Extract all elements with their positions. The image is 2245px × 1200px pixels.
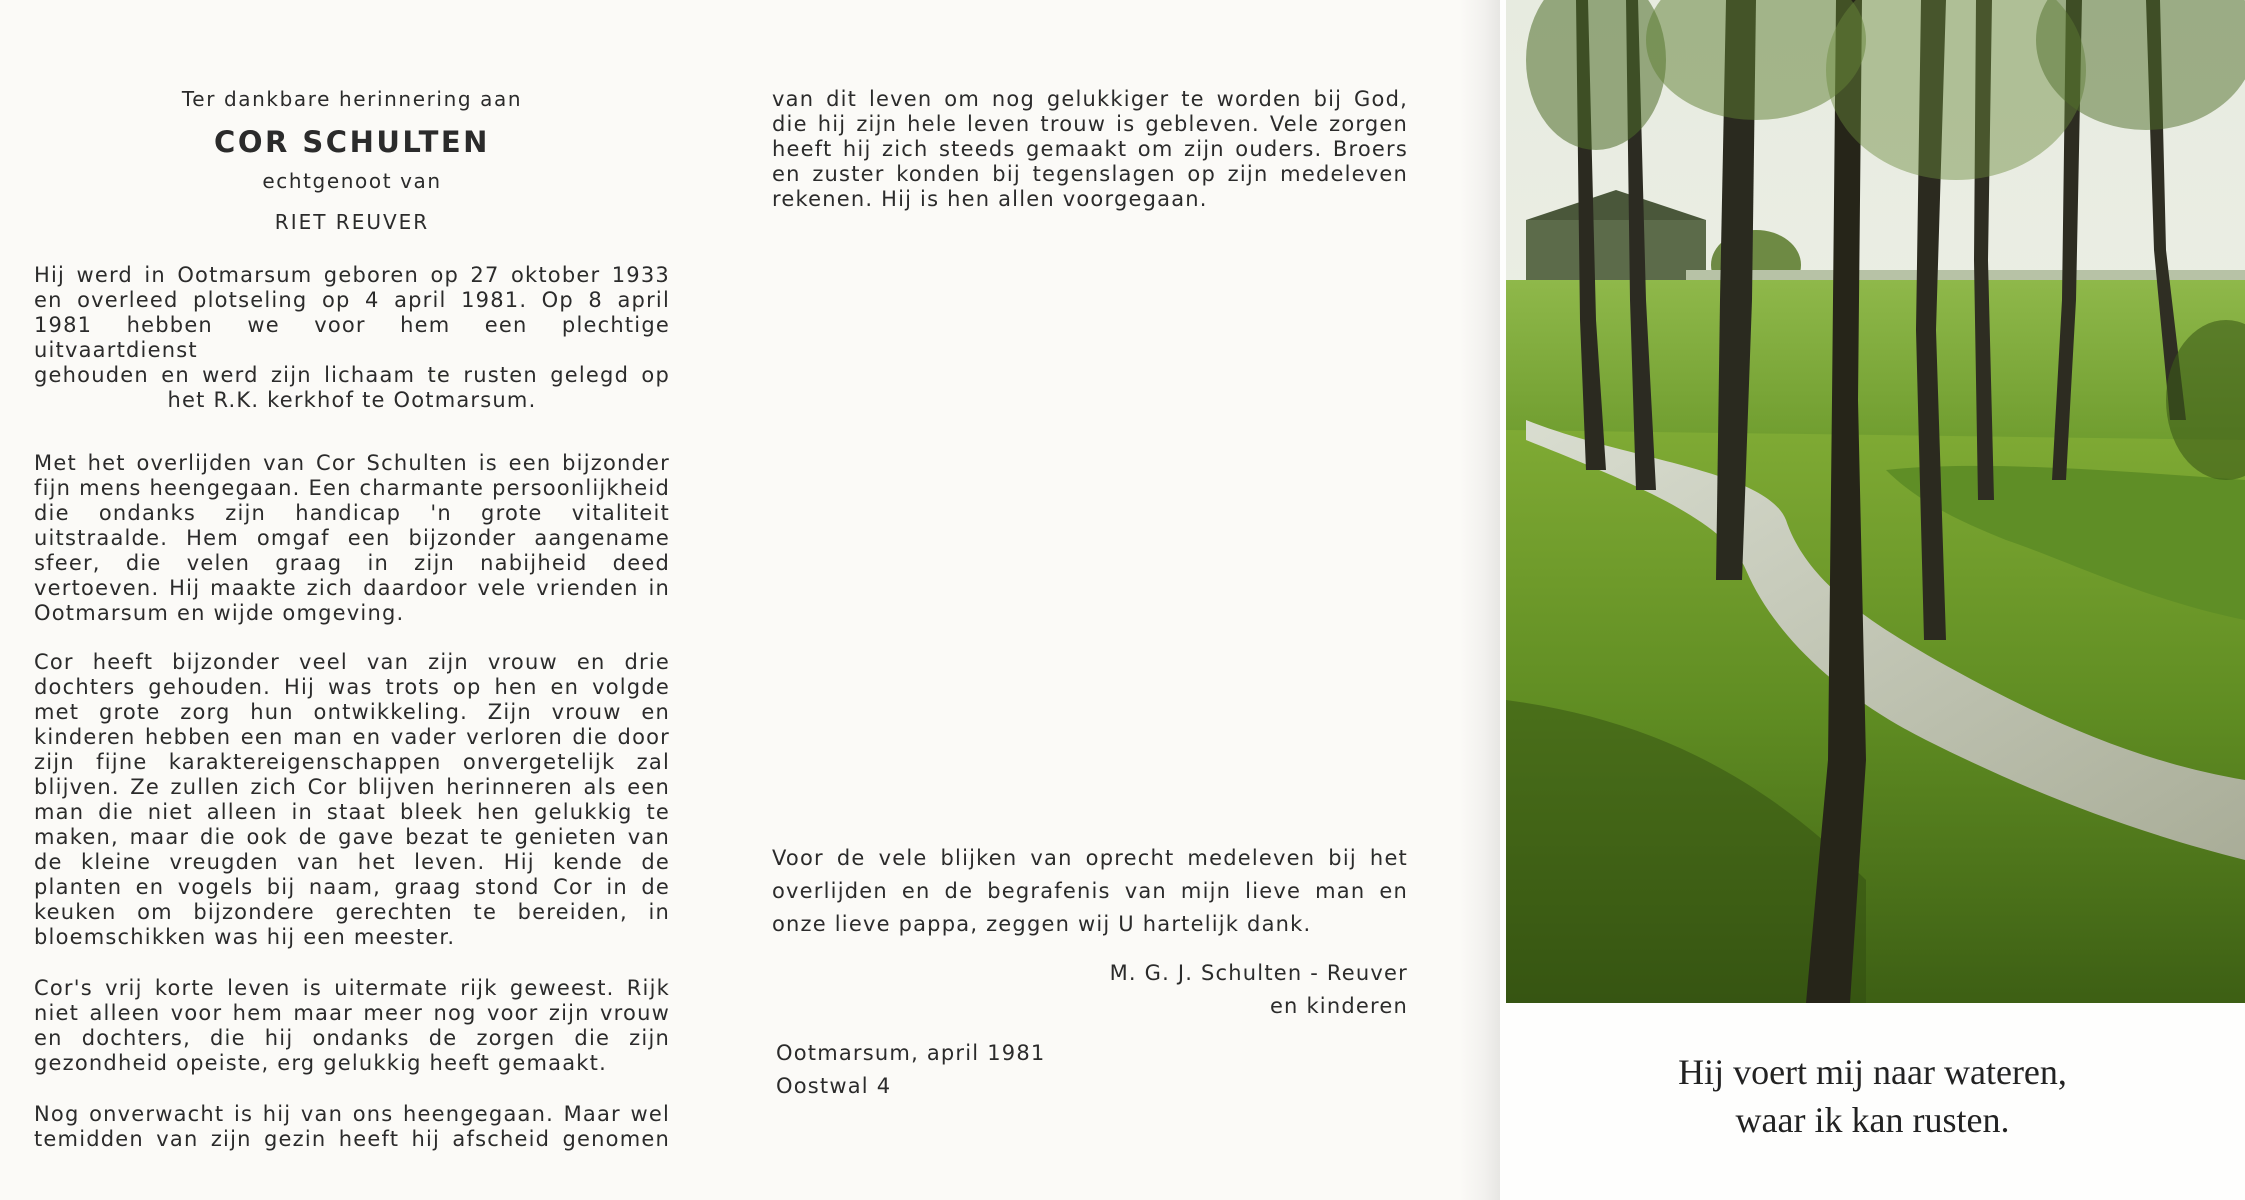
signature-block bbox=[1110, 957, 1408, 1023]
tribute-paragraph-1: Met het overlijden van Cor Schulten is een bijzonder fijn mens heengegaan. Een charmante persoonlijkheid die ondanks zijn handicap 'n grote vitaliteit uitstraalde. Hem omgaf een bijzonder aangename sfeer, die velen graag in zijn nabijheid deed vertoeven. Hij maakte zich daardoor vele vrienden in Ootmarsum en wijde omgeving. bbox=[34, 451, 670, 625]
signer-name: M. G. J. Schulten - Reuver bbox=[1109, 961, 1408, 985]
picture-card bbox=[1500, 0, 2245, 1200]
bible-verse bbox=[1500, 1048, 2245, 1144]
birth-paragraph bbox=[34, 263, 670, 413]
verse-line-1: Hij voert mij naar wateren, bbox=[1678, 1052, 2067, 1092]
place-date: Ootmarsum, april 1981 bbox=[776, 1041, 1046, 1065]
thanks-paragraph: Voor de vele blijken van oprecht medeleven bij het overlijden en de begrafenis van mijn lieve man en onze lieve pappa, zeggen wij U hartelijk dank. bbox=[772, 846, 1408, 936]
birth-line: gehouden en werd zijn lichaam te rusten gelegd op bbox=[34, 363, 670, 387]
intro-text: Ter dankbare herinnering aan bbox=[181, 87, 523, 111]
tribute-paragraph-3: Cor's vrij korte leven is uitermate rijk geweest. Rijk niet alleen voor hem maar meer nog voor zijn vrouw en dochters, die hij ondanks de zorgen die zijn gezondheid opeiste, erg gelukkig heeft gemaakt. bbox=[34, 976, 670, 1075]
deceased-name: COR SCHULTEN bbox=[214, 125, 490, 159]
tribute-paragraph-4: Nog onverwacht is hij van ons heengegaan. Maar wel temidden van zijn gezin heeft hij afscheid genomen bbox=[34, 1102, 670, 1151]
verse-line-2: waar ik kan rusten. bbox=[1735, 1100, 2010, 1140]
address: Oostwal 4 bbox=[776, 1074, 892, 1098]
signer-family: en kinderen bbox=[1269, 994, 1408, 1018]
left-page bbox=[34, 0, 670, 1152]
place-block bbox=[776, 1037, 1045, 1103]
landscape-photo bbox=[1506, 0, 2245, 1003]
tribute-paragraph-2: Cor heeft bijzonder veel van zijn vrouw en drie dochters gehouden. Hij was trots op hen en volgde met grote zorg hun ontwikkeling. Zijn vrouw en kinderen hebben een man en vader verloren die door zijn fijne karaktereigenschappen onvergetelijk zal blijven. Ze zullen zich Cor blijven herinneren als een man die niet alleen in staat bleek hen gelukkig te maken, maar die ook de gave bezat te genieten van de kleine vreugden van het leven. Hij kende de planten en vogels bij naam, graag stond Cor in de keuken om bijzondere gerechten te bereiden, in bloemschikken was hij een meester. bbox=[34, 650, 670, 949]
page-fold bbox=[1460, 0, 1500, 1200]
spouse-name: RIET REUVER bbox=[274, 210, 430, 234]
birth-line: Hij werd in Ootmarsum geboren op 27 oktober 1933 bbox=[34, 263, 670, 287]
birth-line: en overleed plotseling op 4 april 1981. Op 8 april bbox=[34, 288, 670, 312]
middle-page bbox=[772, 0, 1408, 1200]
spouse-label: echtgenoot van bbox=[262, 169, 442, 193]
birth-line: het R.K. kerkhof te Ootmarsum. bbox=[167, 388, 537, 412]
birth-line: 1981 hebben we voor hem een plechtige uitvaartdienst bbox=[34, 313, 670, 362]
continuation-paragraph: van dit leven om nog gelukkiger te worden bij God, die hij zijn hele leven trouw is gebleven. Vele zorgen heeft hij zich steeds gemaakt om zijn ouders. Broers en zuster konden bij tegenslagen op zijn medeleven rekenen. Hij is hen allen voorgegaan. bbox=[772, 87, 1408, 211]
